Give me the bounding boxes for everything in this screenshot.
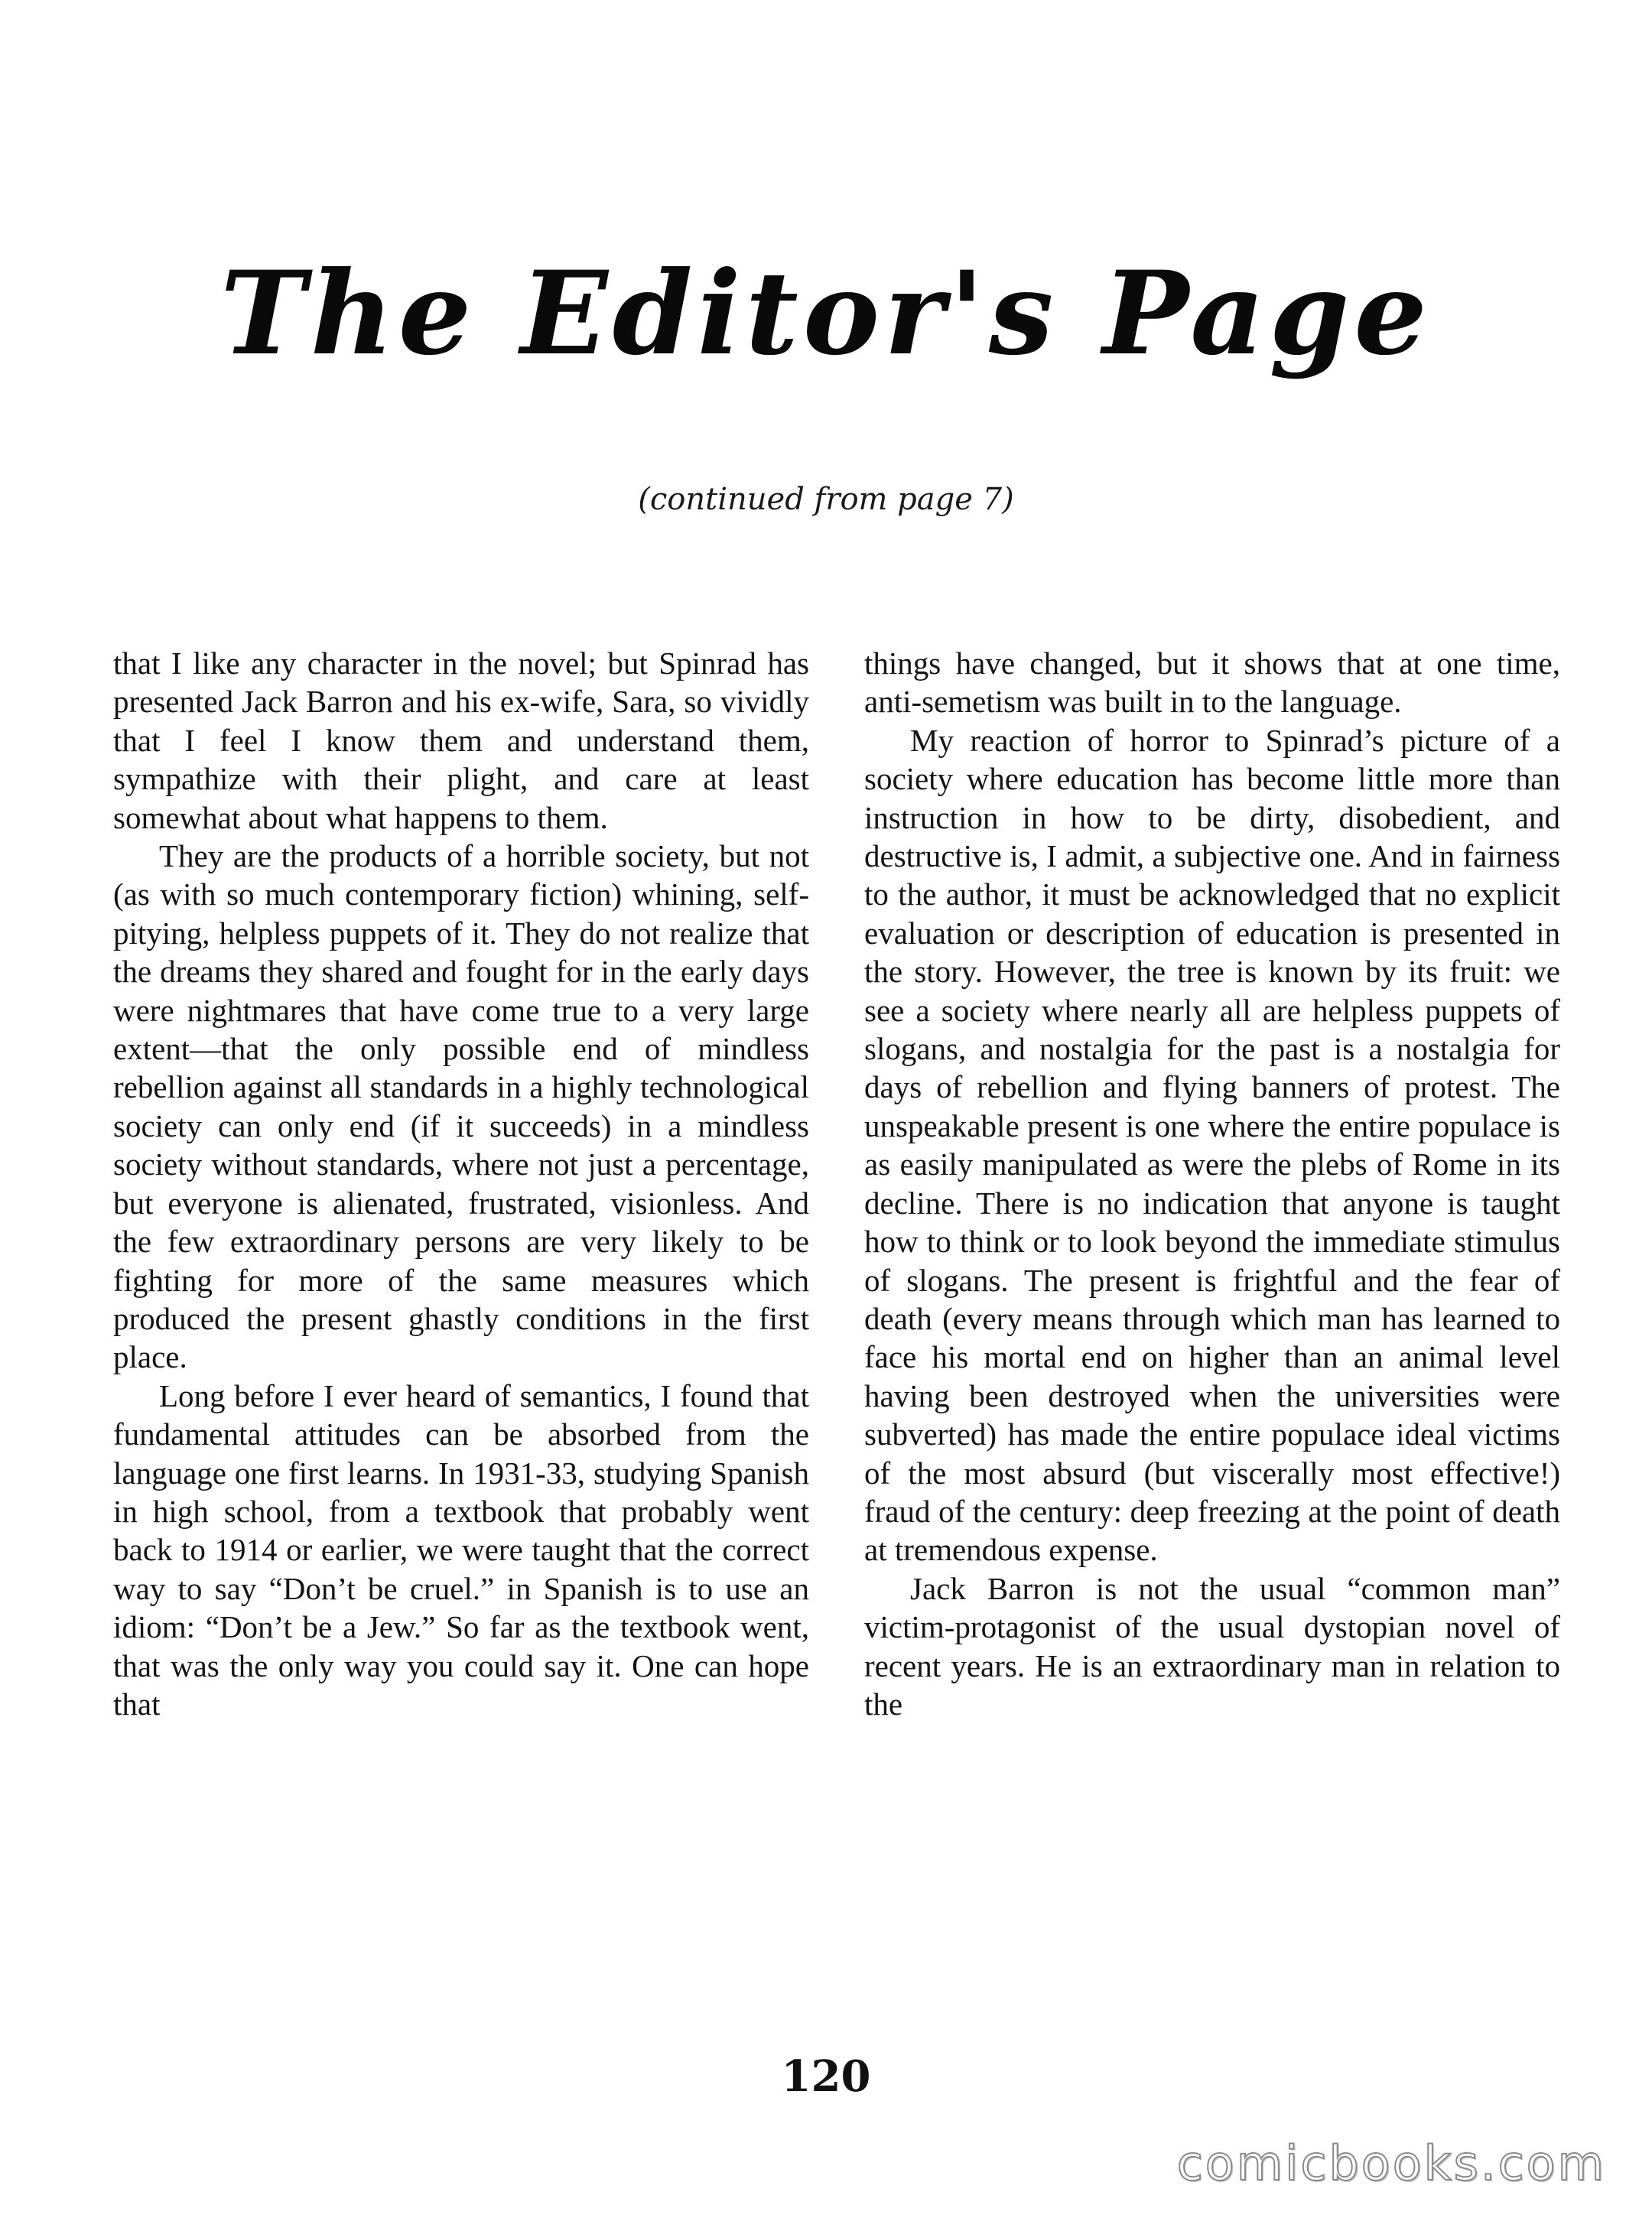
paragraph: My reaction of horror to Spinrad’s picture of a society where education has become little more than instruction in how to be dirty, disobedient, and destructive is, I admit, a subjective one. And in fairness to the author, it must be acknowledged that no explicit evaluation or description of education is presented in the story. However, the tree is known by its fruit: we see a society where nearly all are helpless puppets of slogans, and nostalgia for the past is a nostalgia for days of rebellion and flying banners of protest. The unspeakable present is one where the entire populace is as easily manipulated as were the plebs of Rome in its decline. There is no indication that anyone is taught how to think or to look beyond the immediate stimulus of slogans. The present is frightful and the fear of death (every means through which man has learned to face his mortal end on higher than an animal level having been destroyed when the universities were subverted) has made the entire populace ideal victims of the most absurd (but viscerally most effective!) fraud of the century: deep freezing at the point of death at tremendous expense. bbox=[864, 722, 1560, 1568]
continued-note: (continued from page 7) bbox=[638, 482, 1014, 517]
watermark: comicbooks.com bbox=[1176, 2135, 1606, 2191]
paragraph: that I like any character in the novel; but Spinrad has presented Jack Barron and his ex-wife, Sara, so vividly that I feel I know them and understand them, sympathize with their plight, and care at least somewhat about what happens to them. bbox=[113, 646, 809, 835]
page-title: The Editor's Page bbox=[220, 246, 1432, 381]
paragraph: Jack Barron is not the usual “common man” victim-protagonist of the usual dystopian novel of recent years. He is an extraordinary man in relation to the bbox=[864, 1570, 1560, 1722]
paragraph: Long before I ever heard of semantics, I found that fundamental attitudes can be absorbed from the language one first learns. In 1931-33, studying Spanish in high school, from a textbook that probably went back to 1914 or earlier, we were taught that the correct way to say “Don’t be cruel.” in Spanish is to use an idiom: “Don’t be a Jew.” So far as the textbook went, that was the only way you could say it. One can hope that bbox=[113, 1377, 809, 1722]
paragraph: They are the products of a horrible society, but not (as with so much contemporary fiction) whining, self-pitying, helpless puppets of it. They do not realize that the dreams they shared and fought for in the early days were nightmares that have come true to a very large extent—that the only possible end of mindless rebellion against all standards in a highly technological society can only end (if it succeeds) in a mindless society without standards, where not just a percentage, but everyone is alienated, frustrated, visionless. And the few extraordinary persons are very likely to be fighting for more of the same measures which produced the present ghastly conditions in the first place. bbox=[113, 838, 809, 1375]
paragraph: things have changed, but it shows that at one time, anti-semetism was built in to the language. bbox=[864, 646, 1560, 720]
page-number: 120 bbox=[781, 2051, 871, 2102]
left-column bbox=[113, 644, 809, 1723]
right-column bbox=[864, 644, 1560, 1723]
